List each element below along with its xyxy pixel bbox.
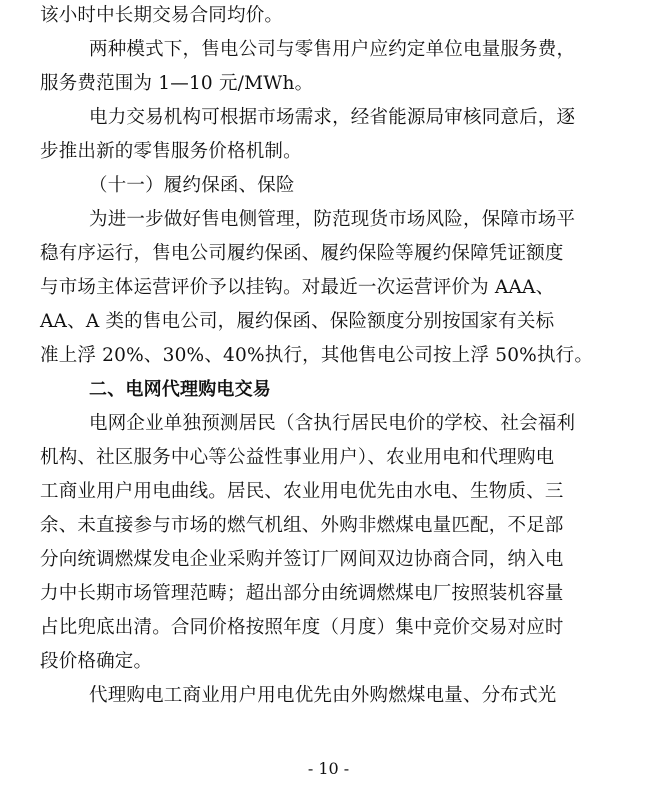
body-text-line: 电力交易机构可根据市场需求，经省能源局审核同意后，逐	[89, 107, 576, 128]
body-text-line: 准上浮 20%、30%、40%执行，其他售电公司按上浮 50%执行。	[40, 345, 594, 366]
body-text-line: 两种模式下，售电公司与零售用户应约定单位电量服务费，	[89, 39, 576, 60]
body-text-line: 余、未直接参与市场的燃气机组、外购非燃煤电量匹配，不足部	[40, 515, 564, 536]
body-text-line: 稳有序运行，售电公司履约保函、履约保险等履约保障凭证额度	[40, 243, 564, 264]
body-text-line: 力中长期市场管理范畴；超出部分由统调燃煤电厂按照装机容量	[40, 583, 564, 604]
body-text-line: 为进一步做好售电侧管理，防范现货市场风险，保障市场平	[89, 209, 576, 230]
body-text-line: AA、A 类的售电公司，履约保函、保险额度分别按国家有关标	[40, 311, 555, 332]
body-text-line: 与市场主体运营评价予以挂钩。对最近一次运营评价为 AAA、	[40, 277, 555, 298]
chapter-heading: 二、电网代理购电交易	[89, 379, 271, 400]
body-text-line: 电网企业单独预测居民（含执行居民电价的学校、社会福利	[89, 413, 576, 434]
body-text-line: 段价格确定。	[40, 651, 153, 672]
body-text-line: 分向统调燃煤发电企业采购并签订厂网间双边协商合同，纳入电	[40, 549, 564, 570]
body-text-line: 工商业用户用电曲线。居民、农业用电优先由水电、生物质、三	[40, 481, 564, 502]
body-text-line: 该小时中长期交易合同均价。	[40, 5, 284, 26]
body-text-line: 服务费范围为 1—10 元/MWh。	[40, 73, 314, 94]
body-text-line: 机构、社区服务中心等公益性事业用户）、农业用电和代理购电	[40, 447, 555, 468]
section-heading: （十一）履约保函、保险	[89, 175, 295, 196]
body-text-line: 代理购电工商业用户用电优先由外购燃煤电量、分布式光	[89, 685, 557, 706]
body-text-line: 占比兜底出清。合同价格按照年度（月度）集中竞价交易对应时	[40, 617, 564, 638]
body-text-line: 步推出新的零售服务价格机制。	[40, 141, 302, 162]
page-number: - 10 -	[307, 759, 350, 778]
